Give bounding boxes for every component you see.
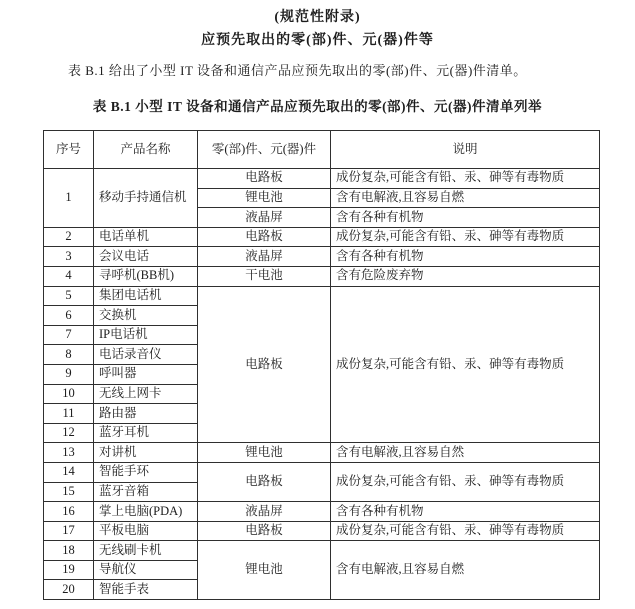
desc-cell: 含有各种有机物 <box>331 247 600 267</box>
part-cell: 锂电池 <box>198 443 331 463</box>
seq-cell: 20 <box>44 580 94 600</box>
product-cell: 无线上网卡 <box>94 384 198 404</box>
desc-cell: 成份复杂,可能含有铅、汞、砷等有毒物质 <box>331 521 600 541</box>
parts-table <box>43 130 600 600</box>
col-header-part: 零(部)件、元(器)件 <box>198 131 331 169</box>
product-cell: 蓝牙音箱 <box>94 482 198 502</box>
part-cell: 锂电池 <box>198 541 331 600</box>
intro-paragraph: 表 B.1 给出了小型 IT 设备和通信产品应预先取出的零(部)件、元(器)件清单。 <box>68 63 527 78</box>
product-cell: 平板电脑 <box>94 521 198 541</box>
part-cell: 液晶屏 <box>198 247 331 267</box>
product-cell: IP电话机 <box>94 325 198 345</box>
part-cell: 电路板 <box>198 462 331 501</box>
product-cell: 导航仪 <box>94 560 198 580</box>
seq-cell: 11 <box>44 404 94 424</box>
seq-cell: 2 <box>44 227 94 247</box>
seq-cell: 7 <box>44 325 94 345</box>
seq-cell: 16 <box>44 502 94 522</box>
part-cell: 电路板 <box>198 169 331 189</box>
seq-cell: 15 <box>44 482 94 502</box>
seq-cell: 9 <box>44 364 94 384</box>
desc-cell: 含有电解液,且容易自燃 <box>331 188 600 208</box>
seq-cell: 3 <box>44 247 94 267</box>
product-cell: 无线刷卡机 <box>94 541 198 561</box>
product-cell: 电话录音仪 <box>94 345 198 365</box>
seq-cell: 12 <box>44 423 94 443</box>
seq-cell: 5 <box>44 286 94 306</box>
part-cell: 电路板 <box>198 286 331 443</box>
desc-cell: 成份复杂,可能含有铅、汞、砷等有毒物质 <box>331 462 600 501</box>
seq-cell: 17 <box>44 521 94 541</box>
product-cell: 智能手环 <box>94 462 198 482</box>
desc-cell: 成份复杂,可能含有铅、汞、砷等有毒物质 <box>331 227 600 247</box>
desc-cell: 含有电解液,且容易自然 <box>331 443 600 463</box>
desc-cell: 含有危险废弃物 <box>331 266 600 286</box>
product-cell: 呼叫器 <box>94 364 198 384</box>
desc-cell: 成份复杂,可能含有铅、汞、砷等有毒物质 <box>331 286 600 443</box>
part-cell: 电路板 <box>198 521 331 541</box>
part-cell: 液晶屏 <box>198 208 331 228</box>
part-cell: 锂电池 <box>198 188 331 208</box>
seq-cell: 8 <box>44 345 94 365</box>
product-cell: 路由器 <box>94 404 198 424</box>
col-header-desc: 说明 <box>331 131 600 169</box>
part-cell: 干电池 <box>198 266 331 286</box>
product-cell: 电话单机 <box>94 227 198 247</box>
product-cell: 智能手表 <box>94 580 198 600</box>
appendix-label: (规范性附录) <box>274 10 361 25</box>
part-cell: 电路板 <box>198 227 331 247</box>
seq-cell: 1 <box>44 169 94 228</box>
desc-cell: 含有各种有机物 <box>331 208 600 228</box>
product-cell: 集团电话机 <box>94 286 198 306</box>
seq-cell: 14 <box>44 462 94 482</box>
product-cell: 掌上电脑(PDA) <box>94 502 198 522</box>
product-cell: 交换机 <box>94 306 198 326</box>
product-cell: 蓝牙耳机 <box>94 423 198 443</box>
product-cell: 移动手持通信机 <box>94 169 198 228</box>
product-cell: 会议电话 <box>94 247 198 267</box>
part-cell: 液晶屏 <box>198 502 331 522</box>
col-header-product: 产品名称 <box>94 131 198 169</box>
seq-cell: 10 <box>44 384 94 404</box>
product-cell: 寻呼机(BB机) <box>94 266 198 286</box>
product-cell: 对讲机 <box>94 443 198 463</box>
col-header-seq: 序号 <box>44 131 94 169</box>
seq-cell: 19 <box>44 560 94 580</box>
seq-cell: 4 <box>44 266 94 286</box>
seq-cell: 6 <box>44 306 94 326</box>
seq-cell: 18 <box>44 541 94 561</box>
desc-cell: 含有电解液,且容易自燃 <box>331 541 600 600</box>
desc-cell: 含有各种有机物 <box>331 502 600 522</box>
appendix-title: 应预先取出的零(部)件、元(器)件等 <box>201 33 434 48</box>
table-caption: 表 B.1 小型 IT 设备和通信产品应预先取出的零(部)件、元(器)件清单列举 <box>92 99 543 114</box>
desc-cell: 成份复杂,可能含有铅、汞、砷等有毒物质 <box>331 169 600 189</box>
seq-cell: 13 <box>44 443 94 463</box>
